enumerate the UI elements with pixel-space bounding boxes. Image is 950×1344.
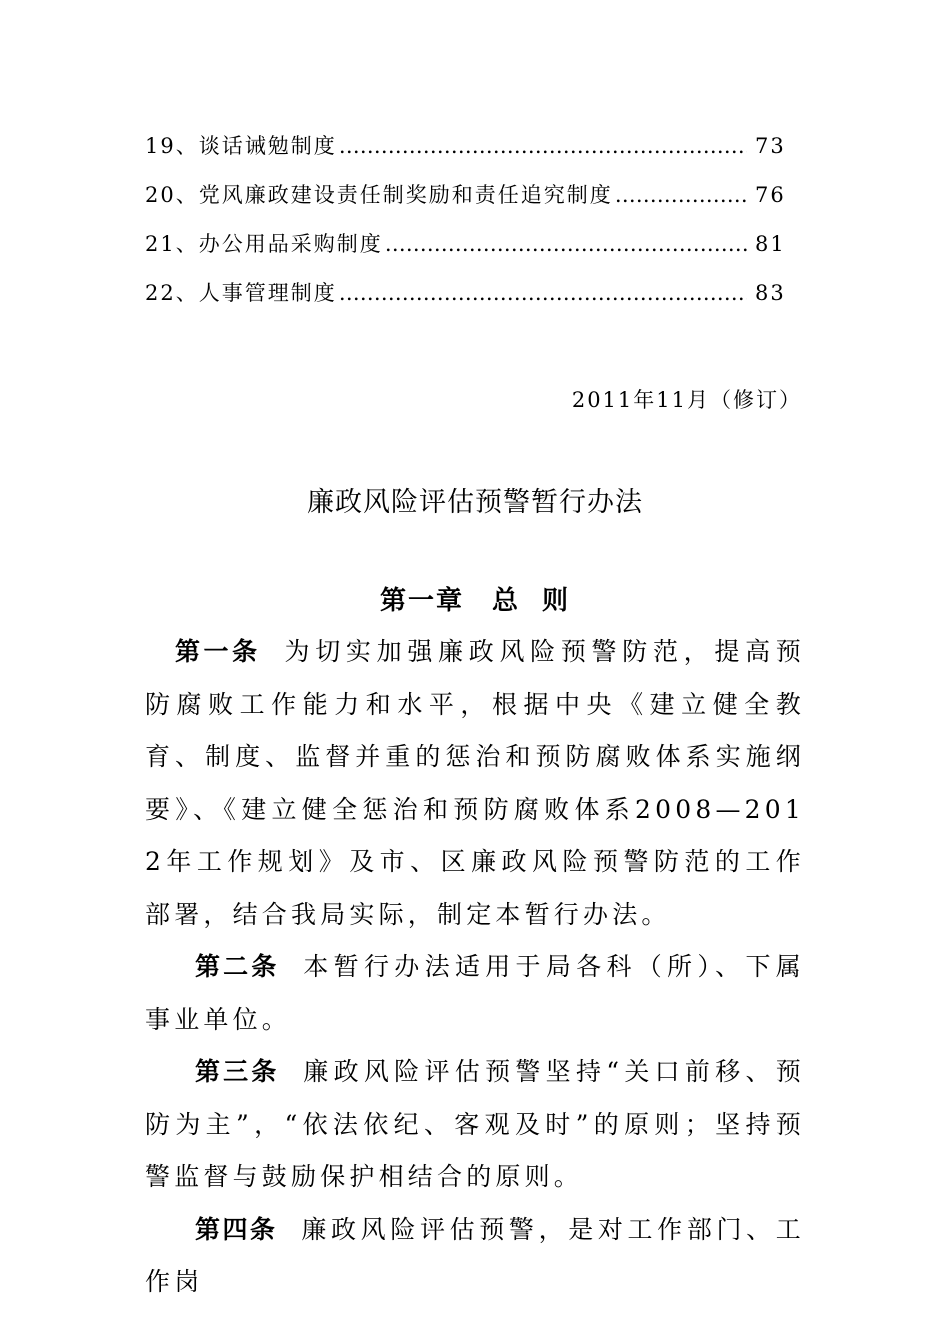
toc-entry-title: 22、人事管理制度 (145, 281, 337, 305)
toc-entry[interactable] (145, 179, 785, 228)
chapter-name-part: 则 (542, 586, 571, 616)
toc-entry[interactable] (145, 277, 785, 326)
toc-entry-page: 73 (755, 134, 786, 158)
toc-entry[interactable] (145, 228, 785, 277)
table-of-contents (145, 130, 785, 326)
toc-entry-title: 20、党风廉政建设责任制奖励和责任追究制度 (145, 183, 613, 207)
toc-dot-leader (615, 183, 747, 207)
article-text: 本暂行办法适用于局各科（所）、下属事业单位。 (145, 952, 805, 1034)
toc-dot-leader (339, 134, 747, 158)
article-label: 第四条 (195, 1214, 278, 1244)
article-paragraph (145, 626, 805, 941)
document-body (145, 626, 805, 1309)
article-label: 第二条 (195, 952, 280, 981)
toc-entry-page: 76 (755, 183, 786, 207)
toc-dot-leader (339, 281, 747, 305)
toc-dot-leader (385, 232, 747, 256)
toc-entry-page: 83 (755, 281, 786, 305)
article-paragraph (145, 1204, 805, 1309)
article-label: 第一条 (175, 637, 261, 666)
chapter-number: 第一章 (379, 586, 464, 616)
toc-entry[interactable] (145, 130, 785, 179)
toc-entry-title: 21、办公用品采购制度 (145, 232, 383, 256)
article-text: 廉政风险评估预警坚持“关口前移、预防为主”，“依法依纪、客观及时”的原则；坚持预警监督与鼓励保护相结合的原则。 (145, 1057, 805, 1191)
chapter-heading (0, 580, 950, 617)
article-text: 廉政风险评估预警，是对工作部门、工作岗 (145, 1214, 805, 1296)
toc-entry-page: 81 (755, 232, 786, 256)
document-title: 廉政风险评估预警暂行办法 (307, 487, 643, 518)
article-paragraph (145, 1046, 805, 1204)
article-text: 为切实加强廉政风险预警防范，提高预防腐败工作能力和水平，根据中央《建立健全教育、制度、监督并重的惩治和预防腐败体系实施纲要》、《建立健全惩治和预防腐败体系2008—2012年工作规划》及市、区廉政风险预警防范的工作部署，结合我局实际，制定本暂行办法。 (145, 637, 805, 929)
toc-entry-title: 19、谈话诫勉制度 (145, 134, 337, 158)
article-paragraph (145, 941, 805, 1046)
revision-date: 2011年11月（修订） (571, 388, 802, 412)
article-label: 第三条 (195, 1057, 280, 1086)
chapter-name-part: 总 (491, 586, 520, 616)
